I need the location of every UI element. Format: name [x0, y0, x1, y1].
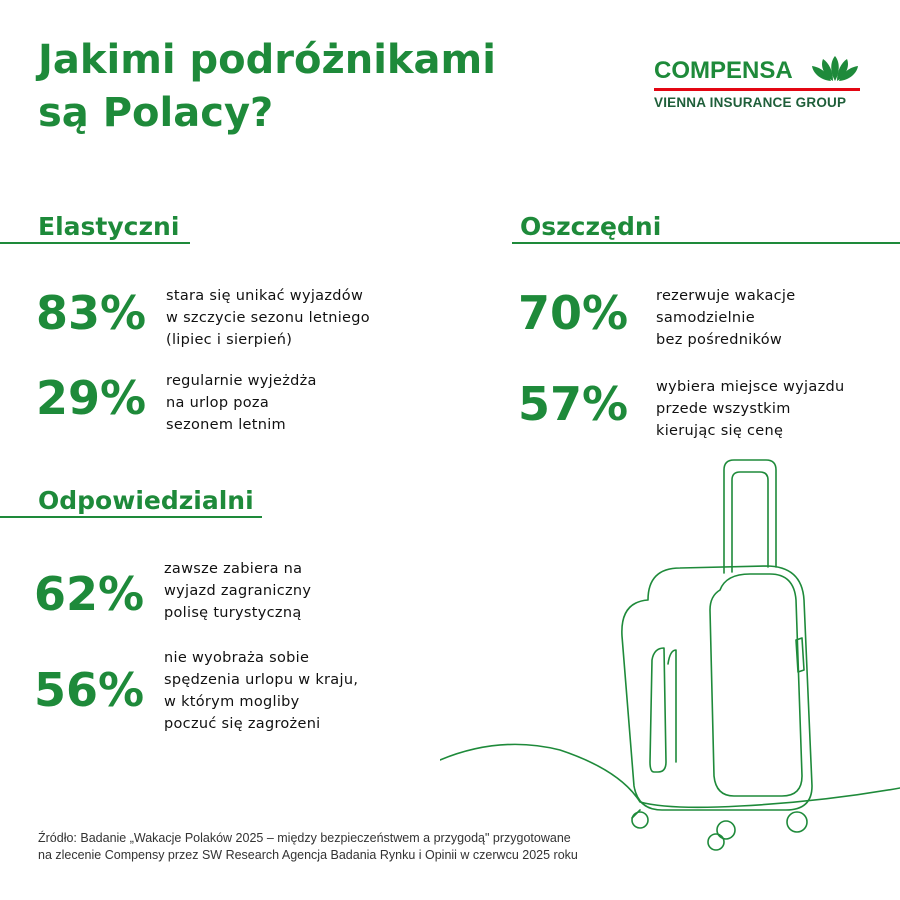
- rule-oszczedni: [512, 242, 900, 244]
- stat-line: w którym mogliby: [164, 694, 300, 710]
- stat-line: regularnie wyjeżdża: [166, 373, 317, 389]
- stat-description: [166, 285, 370, 351]
- stat-line: (lipiec i sierpień): [166, 332, 293, 348]
- stat-value: 70%: [518, 286, 629, 340]
- stat-line: bez pośredników: [656, 332, 783, 348]
- stat-value: 83%: [36, 286, 147, 340]
- stat-line: spędzenia urlopu w kraju,: [164, 672, 359, 688]
- stat-value: 56%: [34, 663, 145, 717]
- page-title: [38, 34, 496, 140]
- logo-red-bar: [654, 88, 860, 91]
- logo-name: COMPENSA: [654, 57, 793, 84]
- stat-line: w szczycie sezonu letniego: [166, 310, 370, 326]
- source-line-1: Źródło: Badanie „Wakacje Polaków 2025 – między bezpieczeństwem a przygodą" przygotowane: [38, 831, 571, 845]
- source-line-2: na zlecenie Compensy przez SW Research Agencja Badania Rynku i Opinii w czerwcu 2025 roku: [38, 848, 578, 862]
- rule-elastyczni: [0, 242, 190, 244]
- heading-odpowiedzialni: Odpowiedzialni: [38, 486, 254, 515]
- rule-odpowiedzialni: [0, 516, 262, 518]
- title-line-2: są Polacy?: [38, 90, 274, 136]
- stat-value: 62%: [34, 567, 145, 621]
- stat-description: [166, 370, 317, 436]
- stat-line: przede wszystkim: [656, 401, 791, 417]
- stat-line: wyjazd zagraniczny: [164, 583, 312, 599]
- stat-line: polisę turystyczną: [164, 605, 302, 621]
- heading-oszczedni: Oszczędni: [520, 212, 662, 241]
- stat-line: stara się unikać wyjazdów: [166, 288, 364, 304]
- source-note: [38, 830, 578, 864]
- heading-elastyczni: Elastyczni: [38, 212, 180, 241]
- stat-line: wybiera miejsce wyjazdu: [656, 379, 845, 395]
- stat-description: [164, 558, 311, 624]
- title-line-1: Jakimi podróżnikami: [38, 37, 496, 83]
- stat-line: zawsze zabiera na: [164, 561, 303, 577]
- lotus-leaves-icon: [810, 54, 860, 82]
- stat-description: [656, 376, 844, 442]
- stat-description: [164, 647, 358, 735]
- stat-line: samodzielnie: [656, 310, 755, 326]
- stat-line: poczuć się zagrożeni: [164, 716, 321, 732]
- stat-line: rezerwuje wakacje: [656, 288, 796, 304]
- stat-value: 29%: [36, 371, 147, 425]
- logo-group-name: VIENNA INSURANCE GROUP: [654, 95, 847, 110]
- suitcase-icon: [440, 450, 900, 860]
- stat-line: nie wyobraża sobie: [164, 650, 310, 666]
- stat-description: [656, 285, 795, 351]
- compensa-logo: [654, 54, 862, 114]
- stat-line: sezonem letnim: [166, 417, 286, 433]
- stat-value: 57%: [518, 377, 629, 431]
- stat-line: na urlop poza: [166, 395, 270, 411]
- stat-line: kierując się cenę: [656, 423, 784, 439]
